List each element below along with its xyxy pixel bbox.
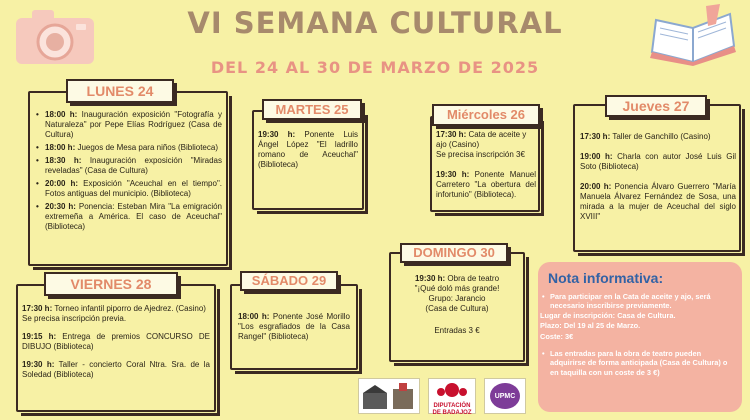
- lunes-item: • 20:00 h: Exposición "Aceuchal en el tiempo". Fotos antiguas del municipio. (Biblioteca): [36, 179, 222, 199]
- jueves-p1: 17:30 h: Taller de Ganchillo (Casino): [580, 132, 711, 141]
- town-hall-icon: [359, 379, 419, 413]
- jueves-p2: 19:00 h: Charla con autor José Luis Gil Soto (Biblioteca): [580, 152, 737, 171]
- jueves-content: [580, 132, 736, 228]
- sabado-text: 18:00 h: Ponente José Morillo "Los esgrafiados de la Casa Rangel" (Biblioteca): [238, 312, 351, 341]
- lunes-item: • 18:30 h: Inauguración exposición "Miradas reveladas" (Casa de Cultura): [36, 156, 222, 176]
- camera-icon: [10, 6, 102, 68]
- martes-text: 19:30 h: Ponente Luis Ángel López "El ladrillo romano de Aceuchal" (Biblioteca): [258, 130, 358, 169]
- lunes-item: • 20:30 h: Ponencia: Esteban Mira "La emigración extremeña a América. El caso de Aceuchal" (Biblioteca): [36, 202, 222, 232]
- day-label-sabado: SÁBADO 29: [240, 271, 338, 291]
- domingo-l1: 19:30 h: Obra de teatro: [414, 274, 500, 283]
- miercoles-content: [436, 130, 536, 206]
- viernes-content: [22, 304, 210, 386]
- day-label-domingo: DOMINGO 30: [400, 243, 508, 263]
- domingo-content: [395, 274, 519, 342]
- jueves-p3: 20:00 h: Ponencia Álvaro Guerrero "María Manuela Álvarez Fernández de Sosa, una mirada a la mujer de Aceuchal del siglo XVIII": [580, 182, 736, 221]
- viernes-p2: 19:15 h: Entrega de premios CONCURSO DE DIBUJO (Biblioteca): [22, 332, 211, 351]
- upmc-badge: [490, 383, 520, 409]
- domingo-l4: (Casa de Cultura): [425, 304, 489, 313]
- upmc-text: UPMC: [494, 392, 516, 400]
- nota-line: Coste: 3€: [540, 331, 574, 341]
- nota-bullet: • Para participar en la Cata de aceite y ajo, será necesario inscribirse previamente.: [540, 292, 736, 311]
- viernes-p1: 17:30 h: Torneo infantil piporro de Ajedrez. (Casino): [22, 304, 206, 313]
- miercoles-p2: 19:30 h: Ponente Manuel Carretero "La obertura del infortunio" (Biblioteca).: [436, 170, 536, 199]
- diputacion-badajoz-logo: [428, 378, 476, 414]
- diputacion-line1: DIPUTACIÓN: [433, 403, 471, 409]
- domingo-l2: "¡Qué doló más grande!: [414, 284, 500, 293]
- day-label-jueves: Jueves 27: [605, 95, 707, 117]
- upmc-logo: [484, 378, 526, 414]
- nota-bullet: • Las entradas para la obra de teatro pueden adquirirse de forma anticipada (Casa de Cultura) o en taquilla con un coste de 3 €): [540, 349, 736, 377]
- page-title: VI SEMANA CULTURAL: [187, 6, 563, 40]
- nota-body: [540, 292, 736, 377]
- day-label-martes: MARTES 25: [262, 99, 362, 120]
- domingo-l5: Entradas 3 €: [434, 326, 480, 335]
- domingo-l3: Grupo: Jarancio: [428, 294, 486, 303]
- sabado-content: [238, 312, 350, 348]
- miercoles-p1: 17:30 h: Cata de aceite y ajo (Casino): [436, 130, 527, 149]
- miercoles-p1b: Se precisa inscripción 3€: [436, 150, 525, 159]
- nota-title: Nota informativa:: [548, 270, 664, 286]
- nota-line: Lugar de inscripción: Casa de Cultura.: [540, 310, 676, 320]
- martes-content: [258, 130, 358, 176]
- lunes-item: • 18:00 h: Inauguración exposición "Fotografía y Naturaleza" por Pepe Elías Rodríguez (Casa de Cultura): [36, 110, 222, 140]
- viernes-p3: 19:30 h: Taller - concierto Coral Ntra. Sra. de la Soledad (Biblioteca): [22, 360, 210, 379]
- nota-line: Plazo: Del 19 al 25 de Marzo.: [540, 321, 641, 331]
- day-label-viernes: VIERNES 28: [44, 272, 178, 296]
- page-subtitle: DEL 24 AL 30 DE MARZO DE 2025: [210, 58, 540, 77]
- ayuntamiento-logo: [358, 378, 420, 414]
- diputacion-emblem-icon: [429, 382, 475, 398]
- viernes-p1b: Se precisa inscripción previa.: [22, 314, 127, 323]
- day-label-lunes: LUNES 24: [66, 79, 174, 103]
- book-icon: [646, 4, 740, 66]
- diputacion-line2: DE BADAJOZ: [432, 410, 472, 416]
- day-label-miercoles: Miércoles 26: [432, 104, 540, 126]
- lunes-content: [36, 110, 222, 235]
- lunes-item: • 18:00 h: Juegos de Mesa para niños (Biblioteca): [36, 143, 222, 153]
